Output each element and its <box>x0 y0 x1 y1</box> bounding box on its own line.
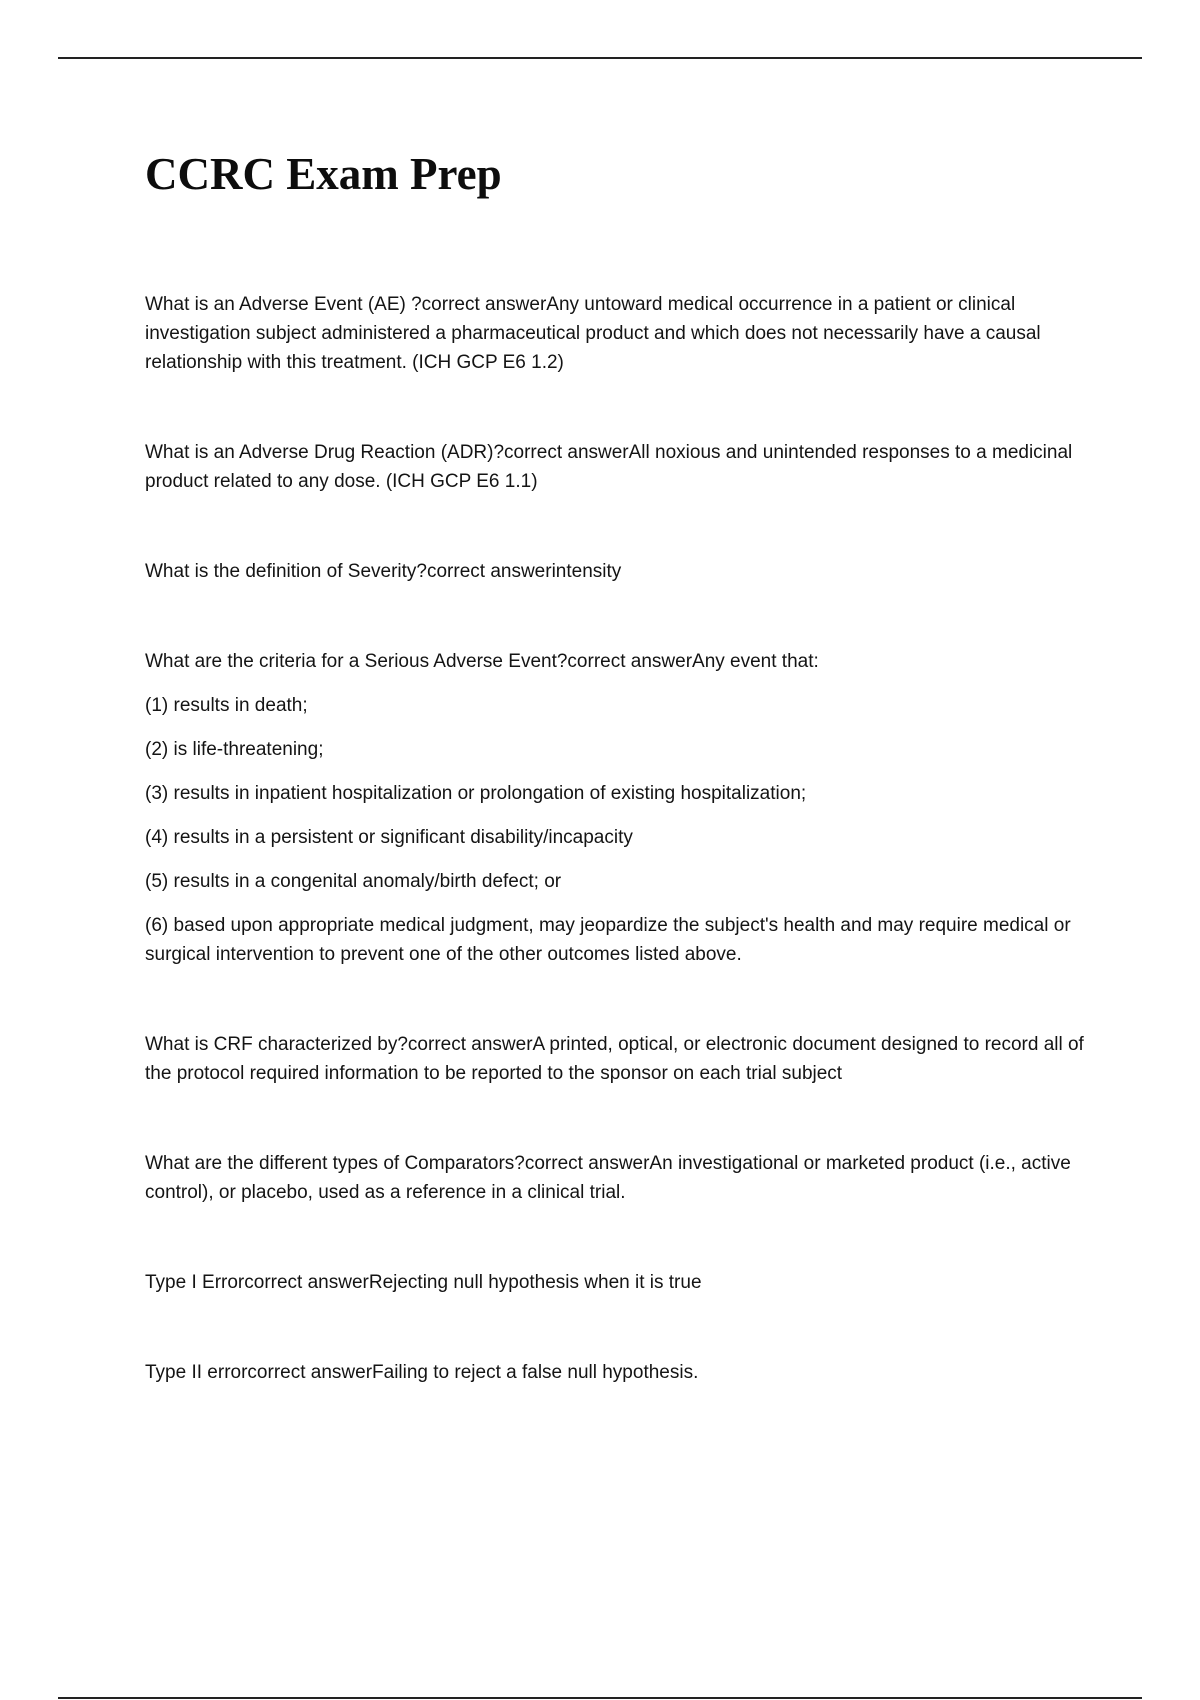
qa-text: What is CRF characterized by?correct answerA printed, optical, or electronic document designed to record all of the protocol required information to be reported to the sponsor on each trial subject <box>145 1034 1084 1084</box>
qa-text: What is the definition of Severity?correct answerintensity <box>145 561 622 582</box>
qa-text: What is an Adverse Drug Reaction (ADR)?correct answerAll noxious and unintended responses to a medicinal product related to any dose. (ICH GCP E6 1.1) <box>145 442 1073 492</box>
criteria-item: (2) is life-threatening; <box>145 739 324 760</box>
footer-divider <box>58 1697 1142 1699</box>
criteria-item: (5) results in a congenital anomaly/birth defect; or <box>145 871 562 892</box>
qa-item-type-ii-error <box>145 1358 1095 1387</box>
qa-item-crf <box>145 1030 1095 1088</box>
qa-text: What are the criteria for a Serious Adverse Event?correct answerAny event that: <box>145 651 819 672</box>
qa-text: What are the different types of Comparators?correct answerAn investigational or marketed product (i.e., active control), or placebo, used as a reference in a clinical trial. <box>145 1153 1071 1203</box>
criteria-item: (6) based upon appropriate medical judgment, may jeopardize the subject's health and may require medical or surgical intervention to prevent one of the other outcomes listed above. <box>145 915 1071 965</box>
document-title: CCRC Exam Prep <box>145 149 502 199</box>
qa-item-severity <box>145 557 1095 586</box>
qa-item-serious-adverse-event <box>145 647 1095 969</box>
qa-item-comparators <box>145 1149 1095 1207</box>
criteria-item: (1) results in death; <box>145 695 308 716</box>
qa-item-type-i-error <box>145 1268 1095 1297</box>
qa-item-adverse-drug-reaction <box>145 438 1095 496</box>
qa-text: Type II errorcorrect answerFailing to reject a false null hypothesis. <box>145 1362 699 1383</box>
qa-item-adverse-event <box>145 290 1095 377</box>
qa-text: Type I Errorcorrect answerRejecting null hypothesis when it is true <box>145 1272 702 1293</box>
header-divider <box>58 57 1142 59</box>
qa-content <box>145 290 1095 1387</box>
criteria-list <box>145 691 1095 969</box>
criteria-item: (3) results in inpatient hospitalization or prolongation of existing hospitalization; <box>145 783 807 804</box>
criteria-item: (4) results in a persistent or significant disability/incapacity <box>145 827 633 848</box>
qa-text: What is an Adverse Event (AE) ?correct answerAny untoward medical occurrence in a patient or clinical investigation subject administered a pharmaceutical product and which does not necessarily have a causal relationship with this treatment. (ICH GCP E6 1.2) <box>145 294 1041 373</box>
